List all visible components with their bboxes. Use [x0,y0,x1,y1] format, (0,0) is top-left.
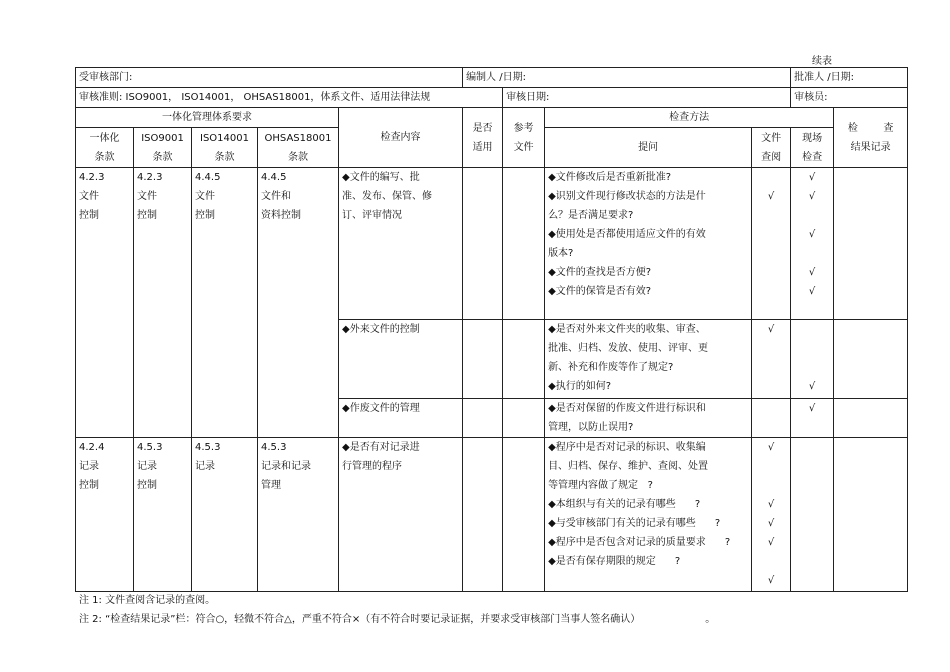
ohsas-clause [258,168,339,438]
content-cell [339,320,463,399]
note-2 [79,610,715,629]
reference-header-line: 参考 [513,122,534,134]
question-line: 等管理内容做了规定 ? [548,480,653,491]
ohsas-header-line: 条款 [288,151,308,163]
clause-line: 控制 [79,480,99,491]
content-cell [339,399,463,438]
check-mark [794,206,830,225]
clause-line: 4.5.3 [137,442,163,453]
notes [79,591,715,629]
note-1: 注 1: 文件查阅含记录的查阅。 [79,595,216,606]
applicable-header-line: 适用 [472,141,493,153]
check-mark [755,476,787,495]
clause-line: 记录 [137,461,157,472]
clause-line: 4.2.3 [79,172,105,183]
header-row-2 [76,88,908,108]
check-mark: √ [808,403,816,414]
check-mark: √ [808,381,816,392]
check-mark: √ [767,191,775,202]
check-mark: √ [767,537,775,548]
editor-cell [463,68,791,88]
ohsas-clause [258,438,339,592]
clause-line: 文件和 [261,191,291,202]
question-line: ◆是否有保存期限的规定 ? [548,556,681,567]
clause-line: 控制 [195,210,215,221]
content-line: 行管理的程序 [342,461,402,472]
iso14001-header-line: 条款 [214,151,235,163]
clause-line: 资料控制 [261,210,301,221]
reference-cell[interactable] [503,438,545,592]
check-mark [794,320,830,339]
dept-cell [76,68,463,88]
criteria-cell [76,88,503,108]
check-mark [794,358,830,377]
clause-line: 控制 [137,210,157,221]
applicable-header-line: 是否 [472,122,493,134]
approver-cell [791,68,908,88]
result-header [834,108,908,168]
question-line: ◆执行的如何? [548,381,612,392]
question-cell [545,168,752,320]
doc-review-header-line: 文件 [761,132,782,144]
clause-line: 记录 [79,461,99,472]
site-check-header-line: 检查 [802,151,823,163]
question-line: 新、补充和作废等作了规定? [548,362,674,373]
clause-line: 文件 [79,191,99,202]
question-line: ◆使用处是否都使用适应文件的有效 [548,229,706,240]
reference-header-line: 文件 [513,141,534,153]
header-row-1 [76,68,908,88]
clause-line: 4.5.3 [261,442,287,453]
question-line: 么？是否满足要求? [548,210,634,221]
site-check-cell [791,399,834,438]
ohsas-header-line: OHSAS18001 [264,132,332,144]
site-check-cell [791,168,834,320]
result-cell[interactable] [834,438,908,592]
clause-line: 4.4.5 [195,172,221,183]
check-mark: √ [767,324,775,335]
site-check-cell [791,438,834,592]
clause-line: 记录和记录 [261,461,311,472]
applicable-cell[interactable] [463,438,503,592]
iso9001-header [134,128,192,168]
question-line: ◆程序中是否包含对记录的质量要求 ? [548,537,731,548]
question-cell [545,399,752,438]
check-mark [794,339,830,358]
integrated-clause [76,168,134,438]
content-cell [339,438,463,592]
table-row [76,438,908,592]
question-line: ◆程序中是否对记录的标识、收集编 [548,442,706,453]
question-line: ◆是否对外来文件夹的收集、审查、 [548,324,706,335]
editor-label: 编制人 /日期: [466,72,526,83]
result-cell[interactable] [834,320,908,399]
group-title: 一体化管理体系要求 [76,108,339,128]
content-header: 检查内容 [339,108,463,168]
check-mark: √ [808,286,816,297]
reference-cell[interactable] [503,168,545,320]
reference-cell[interactable] [503,320,545,399]
applicable-header [463,108,503,168]
result-header-line: 结果记录 [850,141,891,153]
question-header: 提问 [545,128,752,168]
criteria-label: 审核准则: ISO9001， ISO14001， OHSAS18001，体系文件、适用法律法规 [79,92,431,103]
clause-line: 4.4.5 [261,172,287,183]
content-line: 准、发布、保管、修 [342,191,432,202]
content-line: ◆是否有对记录进 [342,442,420,453]
column-header-row-1 [76,108,908,128]
integrated-header-line: 条款 [94,151,115,163]
site-check-cell [791,320,834,399]
check-mark: √ [767,575,775,586]
check-mark [755,168,787,187]
auditor-label: 审核员: [794,92,828,103]
applicable-cell[interactable] [463,168,503,320]
clause-line: 4.5.3 [195,442,221,453]
site-check-header-line: 现场 [802,132,823,144]
auditor-cell [791,88,908,108]
applicable-cell[interactable] [463,399,503,438]
question-cell [545,438,752,592]
doc-review-header-line: 查阅 [761,151,782,163]
applicable-cell[interactable] [463,320,503,399]
clause-line: 文件 [195,191,215,202]
clause-line: 控制 [137,480,157,491]
clause-line: 4.2.3 [137,172,163,183]
check-mark: √ [808,172,816,183]
audit-date-label: 审核日期: [506,92,550,103]
continued-label: 续表 [812,56,832,67]
check-mark [755,457,787,476]
ohsas-header [258,128,339,168]
clause-line: 管理 [261,480,281,491]
content-line: ◆文件的编写、批 [342,172,420,183]
note-2-text: 注 2: “检查结果记录”栏：符合○，轻微不符合△，严重不符合×（有不符合时要记录证据，并要求受审核部门当事人签名确认） [79,614,636,625]
reference-cell[interactable] [503,399,545,438]
doc-review-cell [752,168,791,320]
dept-label: 受审核部门: [79,72,133,83]
content-line: ◆作废文件的管理 [342,403,420,414]
question-line: ◆是否对保留的作废文件进行标识和 [548,403,706,414]
check-mark: √ [808,229,816,240]
question-line: 批准、归档、发放、使用、评审、更 [548,343,709,354]
iso14001-header [192,128,258,168]
iso9001-header-line: 条款 [152,151,173,163]
reference-header [503,108,545,168]
result-cell[interactable] [834,168,908,320]
doc-review-cell [752,438,791,592]
iso9001-header-line: ISO9001 [141,132,184,144]
integrated-header [76,128,134,168]
question-line: 版本? [548,248,574,259]
question-line: 管理，以防止误用? [548,422,634,433]
question-line: ◆文件的保管是否有效? [548,286,652,297]
approver-label: 批准人 /日期: [794,72,855,83]
clause-line: 4.2.4 [79,442,105,453]
check-mark: √ [767,442,775,453]
question-line: ◆文件的查找是否方便? [548,267,652,278]
audit-checklist-table [75,67,908,592]
question-line: ◆与受审核部门有关的记录有哪些 ? [548,518,721,529]
check-mark: √ [808,267,816,278]
content-cell [339,168,463,320]
check-mark: √ [808,191,816,202]
content-line: 订、评审情况 [342,210,402,221]
clause-line: 记录 [195,461,215,472]
iso9001-clause [134,168,192,438]
result-cell[interactable] [834,399,908,438]
audit-date-cell [503,88,791,108]
doc-review-header [752,128,791,168]
clause-line: 控制 [79,210,99,221]
check-mark [755,552,787,571]
result-header-line: 检 查 [847,122,894,134]
iso14001-clause [192,168,258,438]
note-2-end: 。 [705,614,716,625]
doc-review-cell [752,320,791,399]
iso9001-clause [134,438,192,592]
question-cell [545,320,752,399]
question-line: ◆识别文件现行修改状态的方法是什 [548,191,706,202]
integrated-header-line: 一体化 [89,132,120,144]
iso14001-clause [192,438,258,592]
table-row [76,168,908,320]
question-line: ◆文件修改后是否重新批准? [548,172,672,183]
site-check-header [791,128,834,168]
check-mark: √ [767,499,775,510]
question-line: 目、归档、保存、维护、查阅、处置 [548,461,709,472]
method-header: 检查方法 [545,108,834,128]
question-line: ◆本组织与有关的记录有哪些 ? [548,499,701,510]
check-mark: √ [767,518,775,529]
content-line: ◆外来文件的控制 [342,324,420,335]
integrated-clause [76,438,134,592]
iso14001-header-line: ISO14001 [200,132,249,144]
check-mark [794,244,830,263]
doc-review-cell [752,399,791,438]
clause-line: 文件 [137,191,157,202]
